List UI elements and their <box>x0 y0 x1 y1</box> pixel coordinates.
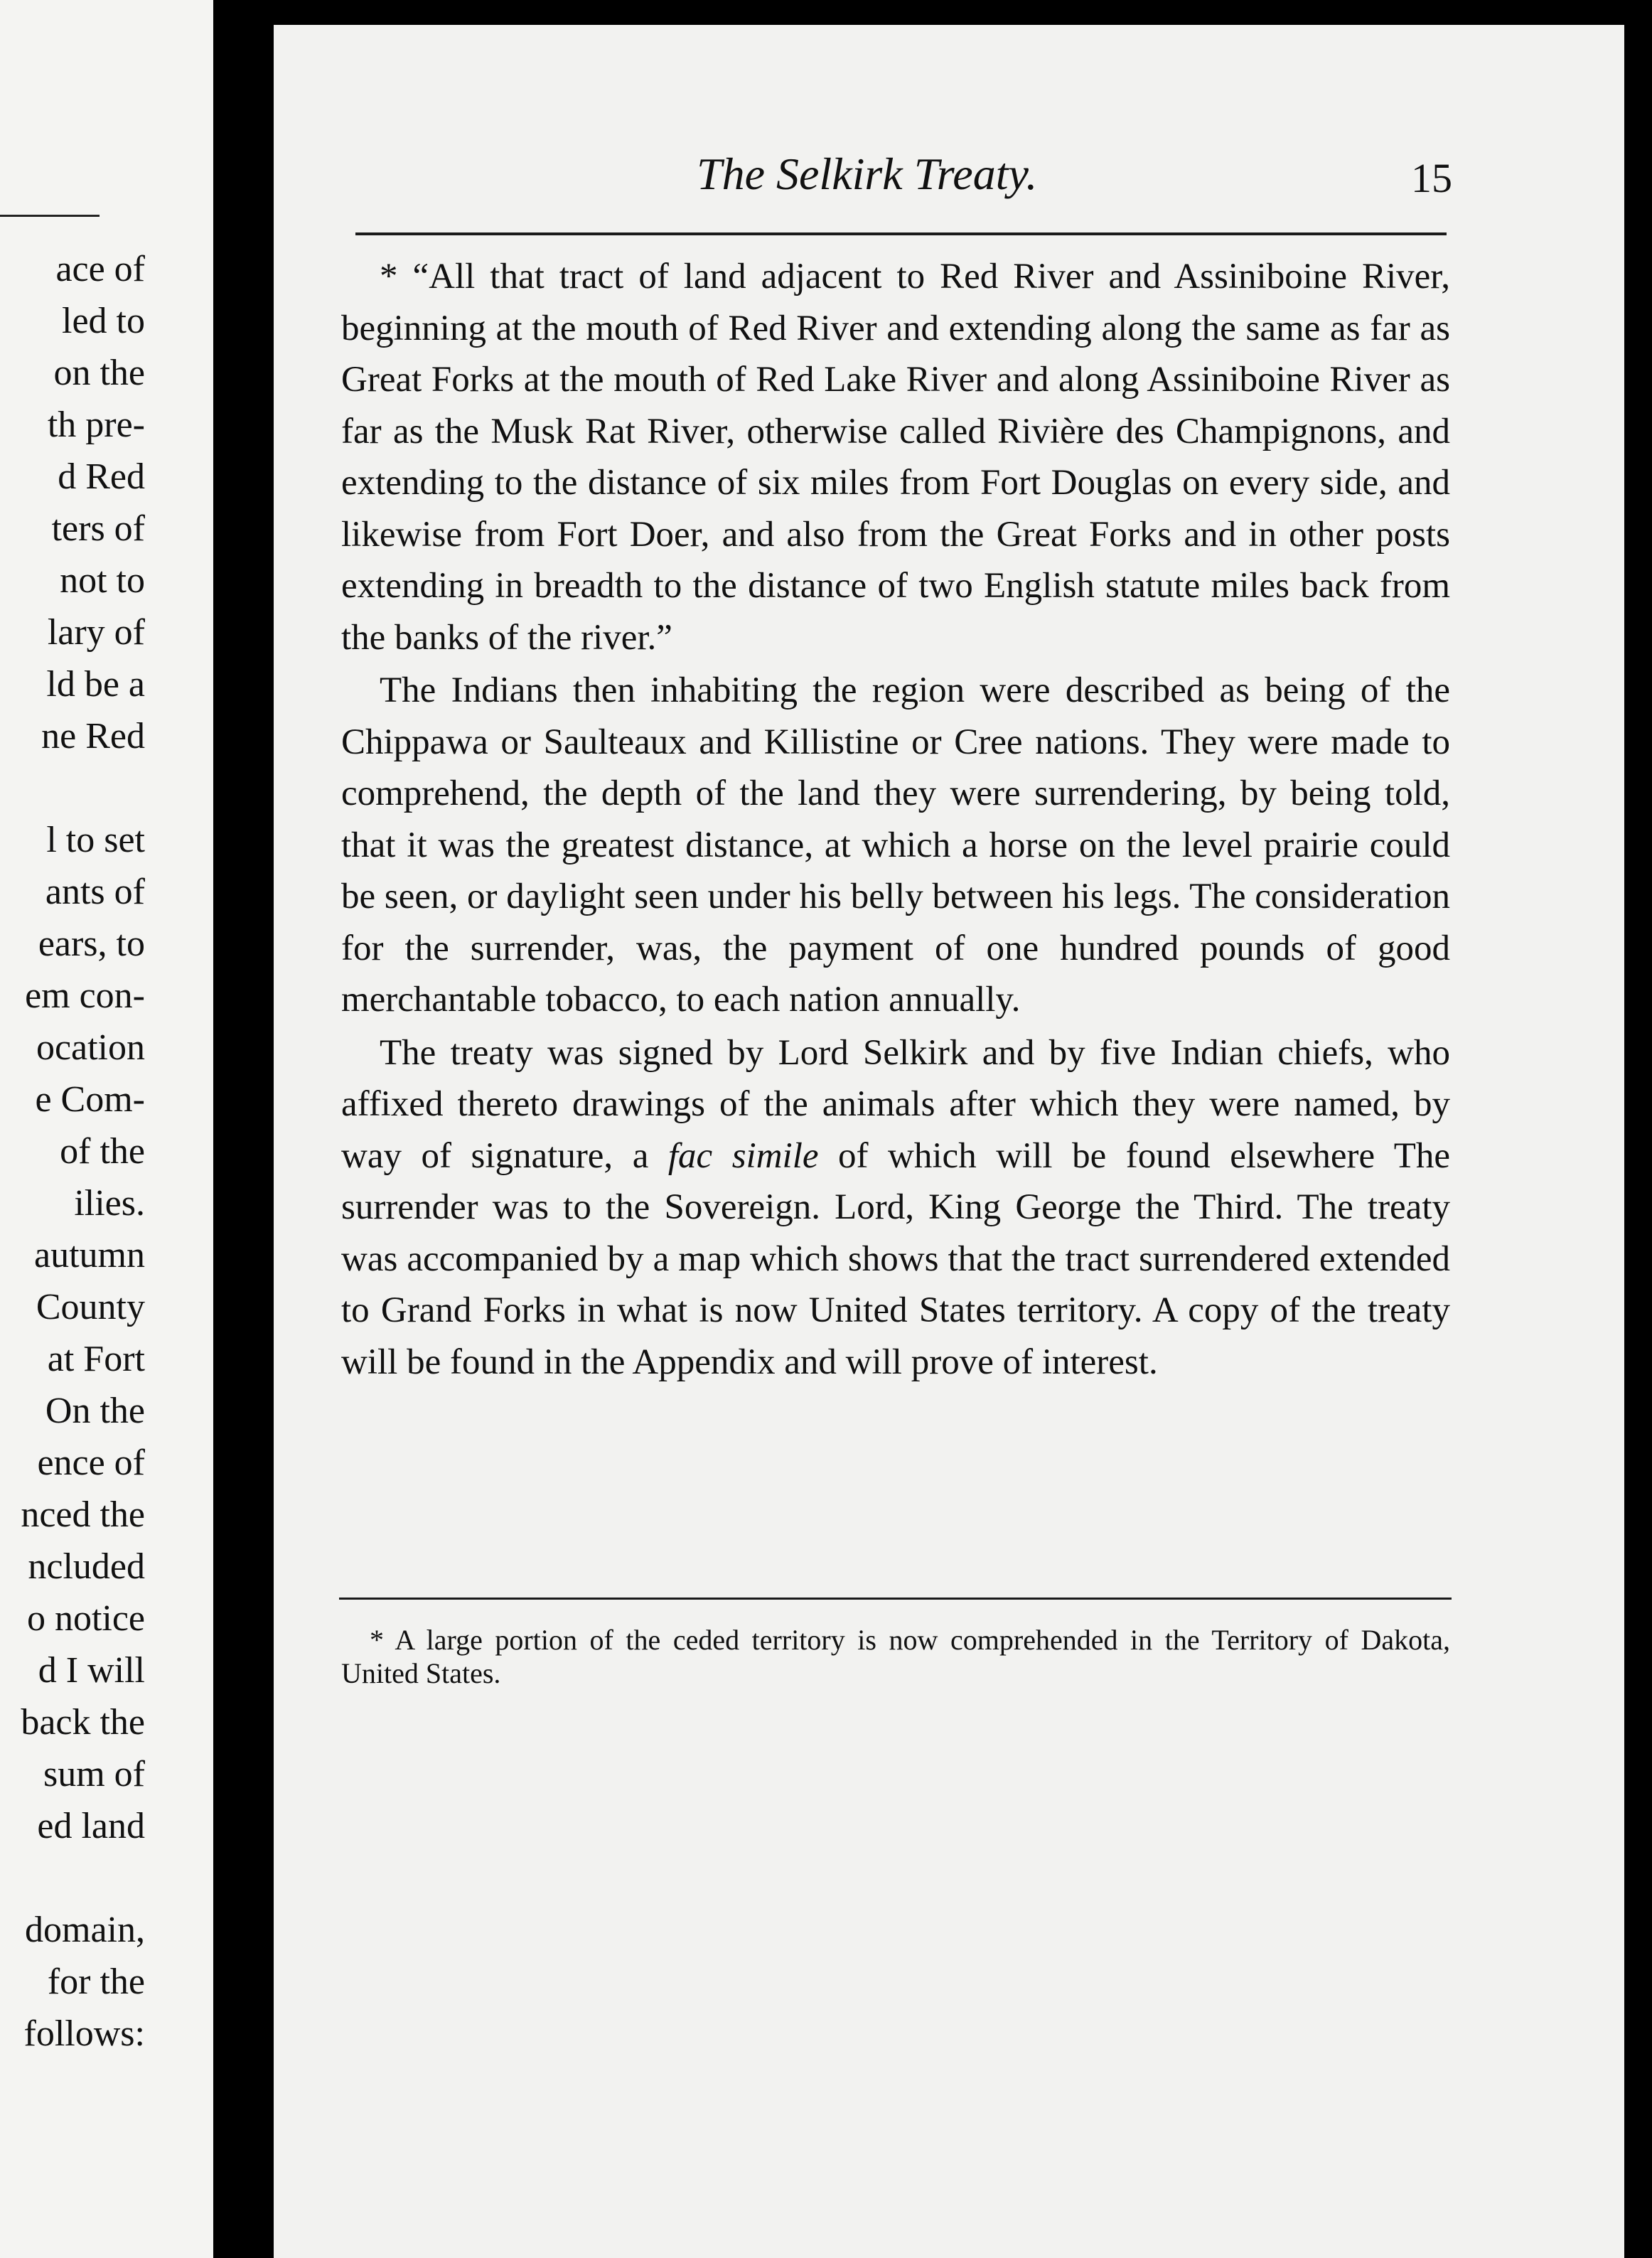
footnote: * A large portion of the ceded territory is now comprehended in the Territory of Dakota, United States. <box>341 1624 1450 1689</box>
previous-page-line: On the <box>45 1391 145 1431</box>
paragraph-treaty-start: The treaty was signed by Lord Selkirk and by five Indian chiefs, who affixed thereto drawings of the animals after which they were named, by way of signature, a <box>341 1032 1450 1176</box>
previous-page-line: autumn <box>34 1235 145 1275</box>
previous-page-line: not to <box>60 560 145 601</box>
previous-page-line: th pre- <box>47 405 145 445</box>
previous-page-line: sum of <box>43 1754 145 1794</box>
previous-page-line: em con- <box>25 975 145 1016</box>
previous-page-line: ocation <box>36 1027 145 1068</box>
previous-page-line: on the <box>53 353 145 393</box>
previous-page-line: d I will <box>38 1650 145 1691</box>
previous-page-line: ilies. <box>74 1183 145 1224</box>
previous-page-line: ncluded <box>28 1546 145 1587</box>
previous-page-line: ld be a <box>46 664 145 705</box>
running-head <box>274 146 1624 203</box>
previous-page-line: follows: <box>23 2013 145 2054</box>
paragraph-treaty-end: of which will be found elsewhere The surrender was to the Sovereign. Lord, King George the Third. The treaty was accompanied by a map which shows that the tract surrendered extended to Grand Forks in what is now United States territory. A copy of the treaty will be found in the Appendix and will prove of interest. <box>341 1135 1450 1382</box>
paragraph-quote: * “All that tract of land adjacent to Red River and Assiniboine River, beginning at the mouth of Red River and extending along the same as far as Great Forks at the mouth of Red Lake River and along Assiniboine River as far as the Musk Rat River, otherwise called Rivière des Champignons, and extending to the distance of six miles from Fort Douglas on every side, and likewise from Fort Doer, and also from the Great Forks and in other posts extending in breadth to the distance of two English statute miles back from the banks of the river.” <box>341 257 1450 658</box>
previous-page-line: nced the <box>21 1494 145 1535</box>
previous-page-line: ed land <box>37 1806 145 1846</box>
previous-page-line: County <box>36 1287 145 1327</box>
previous-page-line: led to <box>62 301 145 341</box>
previous-page-line: e Com- <box>35 1079 145 1120</box>
previous-page-line: ters of <box>51 508 145 549</box>
page-number: 15 <box>1411 155 1452 201</box>
page <box>274 25 1624 2258</box>
previous-page-line: d Red <box>58 456 145 497</box>
paragraph-treaty <box>341 1027 1450 1388</box>
previous-page-line: ants of <box>45 872 145 912</box>
running-title: The Selkirk Treaty. <box>697 149 1038 199</box>
book-gutter <box>213 0 277 2258</box>
previous-page-text <box>0 243 213 2060</box>
previous-page-line: ace of <box>55 249 145 289</box>
previous-page-line: at Fort <box>47 1339 145 1379</box>
paragraph-indians: The Indians then inhabiting the region were described as being of the Chippawa or Saulteaux and Killistine or Cree nations. They were made to comprehend, the depth of the land they were surrendering, by being told, that it was the greatest distance, at which a horse on the level prairie could be seen, or daylight seen under his belly between his legs. The consideration for the surrender, was, the payment of one hundred pounds of good merchantable tobacco, to each nation annually. <box>341 670 1450 1020</box>
previous-page-line: ne Red <box>41 716 145 756</box>
previous-page-line: ears, to <box>38 924 145 964</box>
previous-page-line <box>0 1852 213 1904</box>
previous-page-line: ence of <box>37 1443 145 1483</box>
paragraph-treaty-italic: fac simile <box>667 1135 819 1176</box>
body-text <box>341 251 1450 1388</box>
footnote-rule <box>339 1598 1452 1600</box>
previous-page-footnote-rule <box>0 215 100 217</box>
previous-page-line: o notice <box>26 1598 145 1639</box>
previous-page-fragment <box>0 0 213 2258</box>
previous-page-line: of the <box>60 1131 145 1172</box>
header-rule <box>355 232 1447 235</box>
previous-page-line <box>0 762 213 814</box>
previous-page-line: back the <box>21 1702 145 1743</box>
previous-page-line: lary of <box>47 612 145 653</box>
previous-page-line: l to set <box>46 820 145 860</box>
previous-page-line: for the <box>47 1962 145 2002</box>
previous-page-line: domain, <box>25 1910 145 1950</box>
